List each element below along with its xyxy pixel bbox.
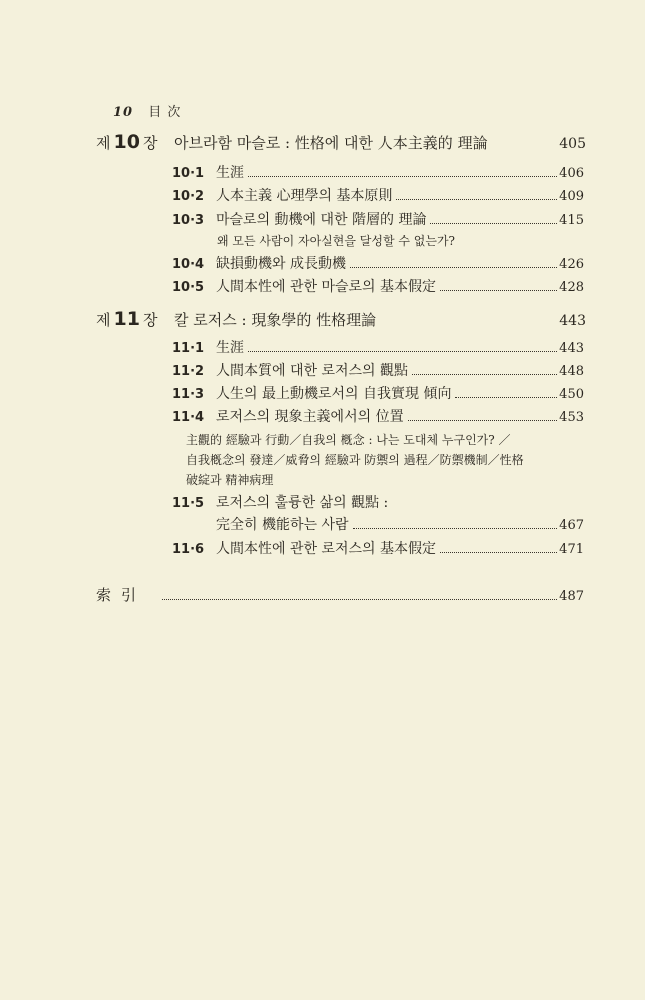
section-title: 로저스의 훌륭한 삶의 觀點 :	[216, 495, 389, 511]
chapter-10-page: 405	[559, 136, 586, 152]
section-number: 11·6	[172, 542, 205, 557]
section-page: 471	[559, 542, 584, 557]
section-page: 426	[559, 257, 584, 272]
section-number: 11·4	[172, 410, 205, 425]
section-title: 生涯	[216, 165, 244, 181]
subtopic-11-4-line-3: 破綻과 精神病理	[186, 473, 274, 487]
header-page-number: 10	[113, 105, 134, 120]
section-number: 10·1	[172, 166, 205, 181]
leader-dots	[162, 599, 557, 600]
subtopic-10-3: 왜 모든 사람이 자아실현을 달성할 수 없는가?	[217, 234, 455, 248]
section-number: 10·2	[172, 189, 205, 204]
section-page: 448	[559, 364, 584, 379]
section-title: 로저스의 現象主義에서의 位置	[216, 409, 404, 425]
toc-entry-11-6[interactable]	[172, 538, 584, 558]
section-title: 人間本性에 관한 마슬로의 基本假定	[216, 279, 437, 295]
toc-entry-11-5[interactable]	[172, 492, 584, 512]
section-page: 443	[559, 341, 584, 356]
section-title: 生涯	[216, 340, 244, 356]
section-number: 11·3	[172, 387, 205, 402]
index-page: 487	[559, 589, 584, 604]
leader-dots	[396, 199, 557, 200]
section-title: 마슬로의 動機에 대한 階層的 理論	[216, 212, 427, 228]
chapter-10-label	[96, 131, 174, 153]
section-page: 467	[559, 518, 584, 533]
section-title-continued: 完全히 機能하는 사람	[216, 517, 349, 533]
section-page: 409	[559, 189, 584, 204]
leader-dots	[430, 223, 557, 224]
chapter-number: 11	[113, 308, 140, 330]
leader-dots	[440, 290, 557, 291]
chapter-suffix: 장	[142, 311, 158, 329]
leader-dots	[353, 528, 558, 529]
toc-entry-10-5[interactable]	[172, 276, 584, 296]
section-number: 11·1	[172, 341, 205, 356]
section-page: 453	[559, 410, 584, 425]
toc-entry-11-1[interactable]	[172, 337, 584, 357]
section-page: 428	[559, 280, 584, 295]
toc-entry-11-3[interactable]	[172, 383, 584, 403]
toc-entry-10-4[interactable]	[172, 253, 584, 273]
chapter-11-title: 칼 로저스 : 現象學的 性格理論	[174, 311, 377, 329]
section-number: 11·2	[172, 364, 205, 379]
section-page: 406	[559, 166, 584, 181]
chapter-11-page: 443	[559, 313, 586, 329]
leader-dots	[248, 351, 557, 352]
section-number: 11·5	[172, 496, 205, 511]
leader-dots	[248, 176, 557, 177]
leader-dots	[455, 397, 557, 398]
section-number: 10·4	[172, 257, 205, 272]
section-title: 人生의 最上動機로서의 自我實現 傾向	[216, 386, 452, 402]
toc-entry-10-3[interactable]	[172, 209, 584, 229]
toc-entry-10-1[interactable]	[172, 162, 584, 182]
chapter-11-label	[96, 308, 174, 330]
header-title: 目 次	[148, 105, 182, 120]
chapter-10-heading[interactable]	[96, 131, 586, 153]
chapter-prefix: 제	[96, 134, 111, 152]
section-number: 10·3	[172, 213, 205, 228]
chapter-suffix: 장	[142, 134, 158, 152]
running-header	[113, 101, 181, 120]
chapter-11-heading[interactable]	[96, 308, 586, 330]
toc-entry-11-2[interactable]	[172, 360, 584, 380]
leader-dots	[440, 552, 557, 553]
section-title: 人間本質에 대한 로저스의 觀點	[216, 363, 409, 379]
toc-entry-10-2[interactable]	[172, 185, 584, 205]
chapter-prefix: 제	[96, 311, 111, 329]
chapter-number: 10	[113, 131, 140, 153]
section-page: 415	[559, 213, 584, 228]
leader-dots	[408, 420, 558, 421]
section-title: 缺損動機와 成長動機	[216, 256, 346, 272]
section-number: 10·5	[172, 280, 205, 295]
subtopic-11-4-line-1: 主觀的 經驗과 行動／自我의 槪念 : 나는 도대체 누구인가? ／	[186, 433, 511, 447]
index-label: 索引	[96, 586, 147, 604]
leader-dots	[412, 374, 557, 375]
chapter-10-title: 아브라함 마슬로 : 性格에 대한 人本主義的 理論	[174, 134, 488, 152]
leader-dots	[350, 267, 557, 268]
section-title: 人本主義 心理學의 基本原則	[216, 188, 393, 204]
toc-entry-11-5-continued[interactable]	[216, 514, 584, 534]
section-title: 人間本性에 관한 로저스의 基本假定	[216, 541, 437, 557]
subtopic-11-4-line-2: 自我槪念의 發達／威脅의 經驗과 防禦의 過程／防禦機制／性格	[186, 453, 524, 467]
section-page: 450	[559, 387, 584, 402]
toc-entry-index[interactable]	[96, 584, 584, 605]
toc-entry-11-4[interactable]	[172, 406, 584, 426]
